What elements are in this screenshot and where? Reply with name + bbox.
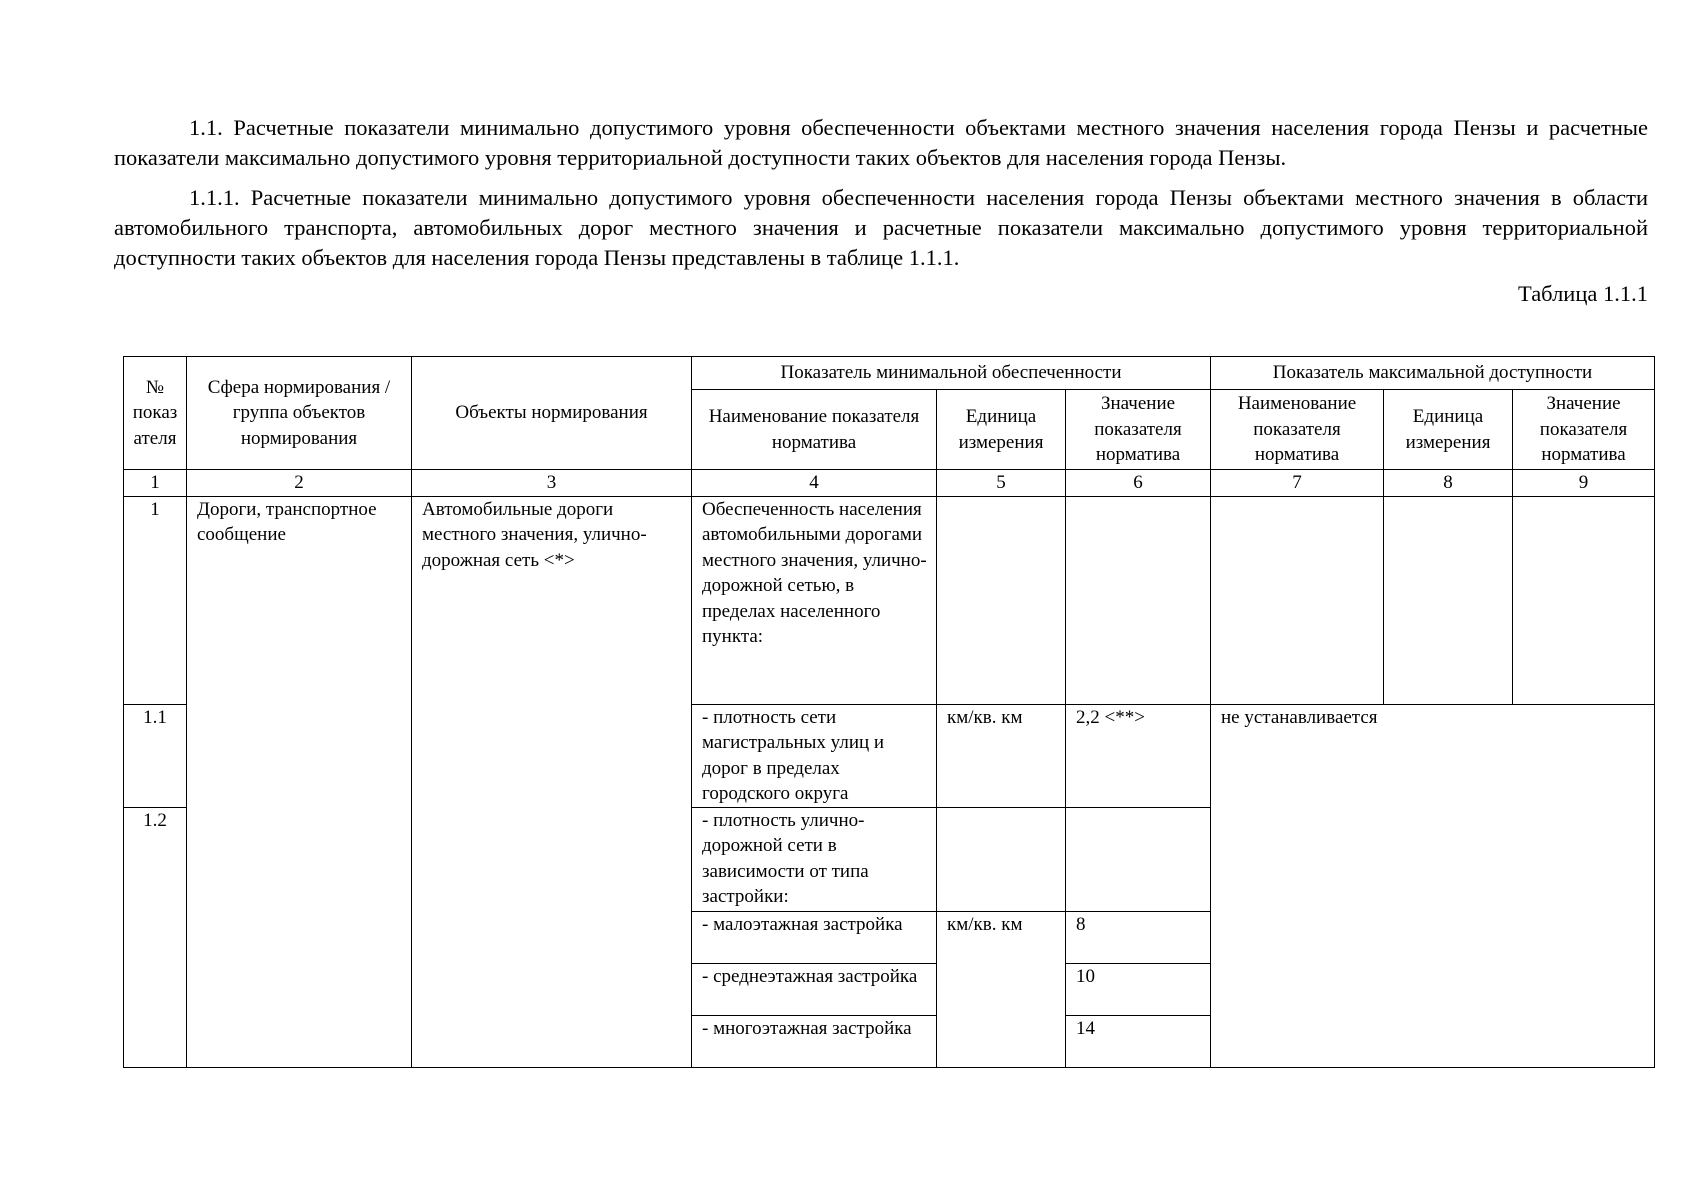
indicator-value: 10 <box>1066 963 1211 1015</box>
access-value <box>1513 496 1655 704</box>
indicator-value: 2,2 <**> <box>1066 704 1211 807</box>
table-caption: Таблица 1.1.1 <box>1518 281 1648 306</box>
indicator-name: - многоэтажная застройка <box>692 1015 937 1067</box>
column-number: 4 <box>692 470 937 497</box>
indicator-value: 14 <box>1066 1015 1211 1067</box>
indicator-name: Обеспеченность населения автомобильными дорогами местного значения, улично-дорожной сетью, в пределах населенного пункта: <box>692 496 937 704</box>
norm-table <box>123 356 1655 1068</box>
indicator-unit: км/кв. км <box>937 911 1066 1067</box>
max-access-cell: не устанавливается <box>1211 704 1655 1067</box>
header-max-name: Наименование показателя норматива <box>1211 390 1384 470</box>
indicator-name: - плотность сети магистральных улиц и дорог в пределах городского округа <box>692 704 937 807</box>
header-min-name: Наименование показателя норматива <box>692 390 937 470</box>
column-numbers-row <box>124 470 1655 497</box>
header-min-value: Значение показателя норматива <box>1066 390 1211 470</box>
column-number: 9 <box>1513 470 1655 497</box>
row-number: 1 <box>124 496 187 704</box>
header-sphere: Сфера нормирования / группа объектов нормирования <box>187 357 412 470</box>
row-number: 1.1 <box>124 704 187 807</box>
indicator-unit: км/кв. км <box>937 704 1066 807</box>
indicator-name: - среднеэтажная застройка <box>692 963 937 1015</box>
indicator-value: 8 <box>1066 911 1211 963</box>
header-min-unit: Единица измерения <box>937 390 1066 470</box>
access-unit <box>1384 496 1513 704</box>
indicator-name: - плотность улично-дорожной сети в зависимости от типа застройки: <box>692 807 937 911</box>
indicator-value <box>1066 807 1211 911</box>
objects-cell: Автомобильные дороги местного значения, улично-дорожная сеть <*> <box>412 496 692 1067</box>
header-row-1 <box>124 357 1655 390</box>
column-number: 7 <box>1211 470 1384 497</box>
column-number: 8 <box>1384 470 1513 497</box>
header-max-access-group: Показатель максимальной доступности <box>1211 357 1655 390</box>
indicator-name: - малоэтажная застройка <box>692 911 937 963</box>
header-max-unit: Единица измерения <box>1384 390 1513 470</box>
indicator-unit <box>937 496 1066 704</box>
header-number: № показ ателя <box>124 357 187 470</box>
column-number: 1 <box>124 470 187 497</box>
column-number: 6 <box>1066 470 1211 497</box>
section-1-1-1-paragraph: 1.1.1. Расчетные показатели минимально допустимого уровня обеспеченности населения города Пензы объектами местного значения в области автомобильного транспорта, автомобильных дорог местного значения и расчетные показатели максимально допустимого уровня территориальной доступности таких объектов для населения города Пензы представлены в таблице 1.1.1. <box>114 185 1648 270</box>
indicator-value <box>1066 496 1211 704</box>
header-min-provision-group: Показатель минимальной обеспеченности <box>692 357 1211 390</box>
section-1-1-paragraph: 1.1. Расчетные показатели минимально допустимого уровня обеспеченности объектами местного значения населения города Пензы и расчетные показатели максимально допустимого уровня территориальной доступности таких объектов для населения города Пензы. <box>114 115 1648 170</box>
header-objects: Объекты нормирования <box>412 357 692 470</box>
column-number: 5 <box>937 470 1066 497</box>
sphere-cell: Дороги, транспортное сообщение <box>187 496 412 1067</box>
row-number: 1.2 <box>124 807 187 1067</box>
indicator-unit <box>937 807 1066 911</box>
header-max-value: Значение показателя норматива <box>1513 390 1655 470</box>
access-name <box>1211 496 1384 704</box>
document-page <box>114 113 1648 315</box>
table-row <box>124 496 1655 704</box>
column-number: 3 <box>412 470 692 497</box>
column-number: 2 <box>187 470 412 497</box>
